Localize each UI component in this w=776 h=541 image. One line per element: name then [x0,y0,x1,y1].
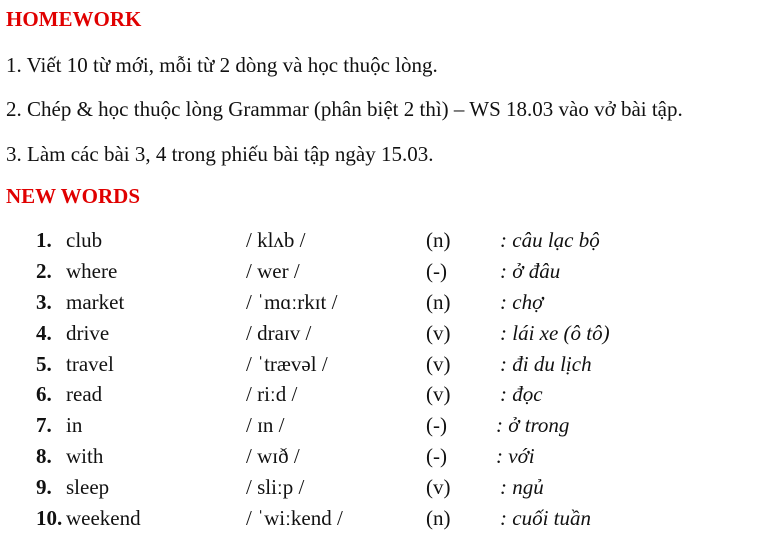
word-meaning: : cuối tuần [500,506,591,530]
word-part-of-speech: (v) [426,475,451,499]
word-text: sleep [66,475,110,499]
word-row-9 [0,472,776,503]
word-number: 3. [36,290,52,314]
word-meaning: : đọc [500,382,543,406]
word-meaning: : ngủ [500,475,544,499]
word-row-2 [0,256,776,287]
word-row-4 [0,318,776,349]
word-row-7 [0,410,776,441]
word-row-3 [0,287,776,318]
word-text: with [66,444,104,468]
word-meaning: : lái xe (ô tô) [500,321,610,345]
word-part-of-speech: (n) [426,506,451,530]
word-text: travel [66,352,114,376]
word-number: 7. [36,413,52,437]
word-text: weekend [66,506,141,530]
word-part-of-speech: (-) [426,444,447,468]
word-number: 5. [36,352,52,376]
word-pronunciation: / klʌb / [246,228,306,252]
word-number: 1. [36,228,52,252]
homework-title: HOMEWORK [6,7,142,31]
word-number: 9. [36,475,52,499]
word-number: 2. [36,259,52,283]
word-row-1 [0,225,776,256]
word-meaning: : đi du lịch [500,352,592,376]
word-text: market [66,290,125,314]
word-number: 6. [36,382,52,406]
word-row-10 [0,503,776,534]
word-pronunciation: / wɪð / [246,444,300,468]
word-pronunciation: / draɪv / [246,321,312,345]
word-text: where [66,259,118,283]
homework-item-1: 1. Viết 10 từ mới, mỗi từ 2 dòng và học thuộc lòng. [6,53,438,77]
word-number: 10. [36,506,63,530]
word-pronunciation: / ɪn / [246,413,285,437]
new-words-title: NEW WORDS [6,184,141,208]
word-part-of-speech: (-) [426,259,447,283]
word-part-of-speech: (n) [426,228,451,252]
word-text: in [66,413,83,437]
word-part-of-speech: (v) [426,382,451,406]
word-row-5 [0,349,776,380]
homework-item-2: 2. Chép & học thuộc lòng Grammar (phân biệt 2 thì) – WS 18.03 vào vở bài tập. [6,97,683,121]
word-pronunciation: / ˈtrævəl / [246,352,328,376]
word-pronunciation: / ˈmɑːrkɪt / [246,290,338,314]
word-pronunciation: / sliːp / [246,475,305,499]
word-number: 8. [36,444,52,468]
word-meaning: : với [496,444,535,468]
word-meaning: : ở đâu [500,259,561,283]
word-pronunciation: / riːd / [246,382,298,406]
word-part-of-speech: (v) [426,321,451,345]
word-meaning: : câu lạc bộ [500,228,600,252]
word-meaning: : chợ [500,290,544,314]
homework-item-3: 3. Làm các bài 3, 4 trong phiếu bài tập ngày 15.03. [6,142,434,166]
word-part-of-speech: (-) [426,413,447,437]
word-pronunciation: / wer / [246,259,300,283]
word-pronunciation: / ˈwiːkend / [246,506,343,530]
word-part-of-speech: (v) [426,352,451,376]
word-row-6 [0,379,776,410]
word-text: club [66,228,103,252]
word-row-8 [0,441,776,472]
word-meaning: : ở trong [496,413,570,437]
word-text: read [66,382,103,406]
word-number: 4. [36,321,52,345]
word-part-of-speech: (n) [426,290,451,314]
word-text: drive [66,321,110,345]
